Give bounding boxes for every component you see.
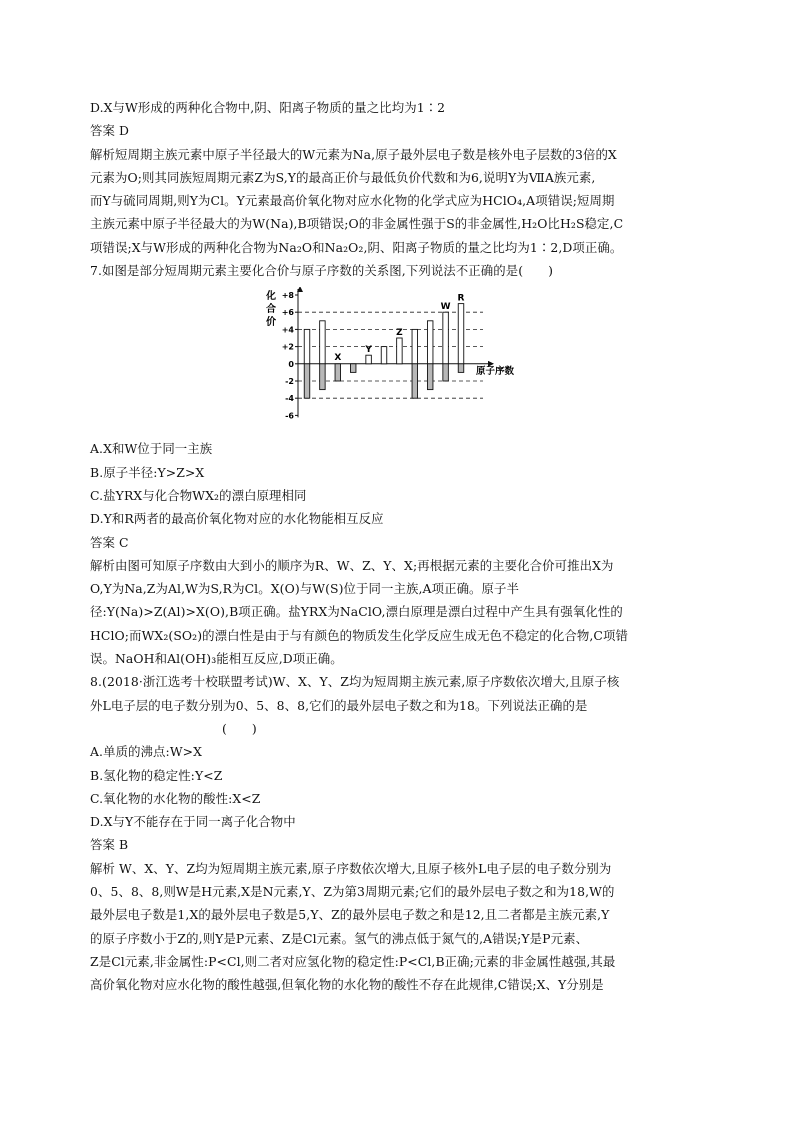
q8-option-d: D.X与Y不能存在于同一离子化合物中 — [90, 814, 296, 830]
y-axis-label-char: 化 — [266, 291, 276, 303]
valence-bar — [412, 330, 418, 364]
q6-analysis-line: 而Y与硫同周期,则Y为Cl。Y元素最高价氧化物对应水化物的化学式应为HClO₄,A项错误;短周期 — [90, 193, 615, 209]
valence-bar — [320, 321, 326, 364]
element-label: X — [334, 353, 342, 364]
q7-analysis-line: 径:Y(Na)>Z(Al)>X(O),B项正确。盐YRX为NaClO,漂白原理是漂白过程中产生具有强氧化性的 — [90, 604, 623, 620]
element-label: Y — [365, 345, 372, 356]
q6-option-d: D.X与W形成的两种化合物中,阴、阳离子物质的量之比均为1∶2 — [90, 100, 446, 115]
valence-bar — [427, 321, 433, 364]
valence-bar — [350, 364, 356, 373]
q7-answer: 答案 C — [90, 534, 129, 550]
q8-stem-line: 外L电子层的电子数分别为0、5、8、8,它们的最外层电子数之和为18。下列说法正确的是 — [90, 697, 588, 713]
valence-bar — [381, 347, 387, 364]
q7-chart — [90, 287, 708, 435]
q8-analysis-line: 解析 W、X、Y、Z均为短周期主族元素,原子序数依次增大,且原子核外L电子层的电子数分别为 — [90, 860, 612, 876]
q8-analysis-line: 高价氧化物对应水化物的酸性越强,但氧化物的水化物的酸性不存在此规律,C错误;X、Y分别是 — [90, 977, 604, 993]
valence-bar — [458, 364, 464, 373]
x-axis-label: 原子序数 — [475, 366, 515, 378]
y-axis-label-char: 合 — [266, 304, 276, 316]
valence-bar — [427, 364, 433, 390]
q7-analysis-line: 误。NaOH和Al(OH)₃能相互反应,D项正确。 — [90, 651, 343, 667]
q8-option-a: A.单质的沸点:W>X — [90, 744, 203, 760]
q7-analysis-line: HClO;而WX₂(SO₂)的漂白性是由于与有颜色的物质发生化学反应生成无色不稳定的化合物,C项错 — [90, 627, 628, 643]
q6-analysis-line: 元素为O;则其同族短周期元素Z为S,Y的最高正价与最低负价代数和为6,说明Y为ⅦA族元素, — [90, 169, 596, 185]
y-tick-label: +4 — [281, 325, 294, 335]
valence-bar — [366, 356, 372, 365]
valence-bar — [304, 364, 310, 398]
element-label: W — [440, 302, 451, 313]
element-label: Z — [396, 328, 403, 339]
q8-answer: 答案 B — [90, 837, 129, 853]
q6-answer: 答案 D — [90, 123, 130, 139]
y-axis-label-char: 价 — [266, 317, 276, 329]
y-axis-label — [265, 289, 276, 328]
q8-option-b: B.氢化物的稳定性:Y<Z — [90, 767, 223, 783]
y-tick-label: -4 — [285, 394, 294, 404]
valence-bar — [443, 313, 449, 365]
q7-stem: 7.如图是部分短周期元素主要化合价与原子序数的关系图,下列说法不正确的是( ) — [90, 263, 554, 279]
valence-chart — [265, 287, 540, 435]
q8-analysis-line: 的原子序数小于Z的,则Y是P元素、Z是Cl元素。氢气的沸点低于氮气的,A错误;Y是P元素、 — [90, 930, 589, 946]
q7-option-d: D.Y和R两者的最高价氧化物对应的水化物能相互反应 — [90, 511, 384, 527]
q8-option-c: C.氧化物的水化物的酸性:X<Z — [90, 790, 261, 806]
y-tick-label: +8 — [281, 291, 294, 301]
valence-bar — [320, 364, 326, 390]
y-tick-label: -6 — [285, 411, 294, 421]
y-tick-label: 0 — [288, 360, 294, 370]
q8-stem-line: 8.(2018·浙江选考十校联盟考试)W、X、Y、Z均为短周期主族元素,原子序数依次增大,且原子核 — [90, 674, 620, 690]
q7-option-c: C.盐YRX与化合物WX₂的漂白原理相同 — [90, 487, 307, 503]
y-tick-label: +6 — [281, 308, 294, 318]
q8-answer-blank: ( ) — [222, 720, 257, 736]
q6-analysis-line: 解析短周期主族元素中原子半径最大的W元素为Na,原子最外层电子数是核外电子层数的3倍的X — [90, 146, 617, 162]
y-tick-label: +2 — [281, 342, 294, 352]
q7-option-a: A.X和W位于同一主族 — [90, 441, 213, 457]
q7-analysis-line: O,Y为Na,Z为Al,W为S,R为Cl。X(O)与W(S)位于同一主族,A项正确。原子半 — [90, 581, 520, 597]
q7-option-b: B.原子半径:Y>Z>X — [90, 464, 205, 480]
valence-bar — [412, 364, 418, 398]
q6-analysis-line: 主族元素中原子半径最大的为W(Na),B项错误;O的非金属性强于S的非金属性,H₂O比H₂S稳定,C — [90, 216, 624, 232]
element-label: R — [457, 293, 465, 304]
q8-analysis-line: Z是Cl元素,非金属性:P<Cl,则二者对应氢化物的稳定性:P<Cl,B正确;元素的非金属性越强,其最 — [90, 953, 616, 969]
valence-bar — [458, 304, 464, 364]
q7-analysis-line: 解析由图可知原子序数由大到小的顺序为R、W、Z、Y、X;再根据元素的主要化合价可推出X为 — [90, 557, 614, 573]
q6-analysis-line: 项错误;X与W形成的两种化合物为Na₂O和Na₂O₂,阴、阳离子物质的量之比均为1∶2,D项正确。 — [90, 239, 623, 255]
valence-bar — [443, 364, 449, 381]
q8-analysis-line: 最外层电子数是1,X的最外层电子数是5,Y、Z的最外层电子数之和是12,且二者都是主族元素,Y — [90, 907, 610, 923]
valence-bar — [304, 330, 310, 364]
page — [90, 96, 708, 997]
valence-bar — [397, 338, 403, 364]
y-tick-label: -2 — [285, 377, 294, 387]
valence-bar — [335, 364, 341, 381]
q8-analysis-line: 0、5、8、8,则W是H元素,X是N元素,Y、Z为第3周期元素;它们的最外层电子数之和为18,W的 — [90, 884, 615, 900]
